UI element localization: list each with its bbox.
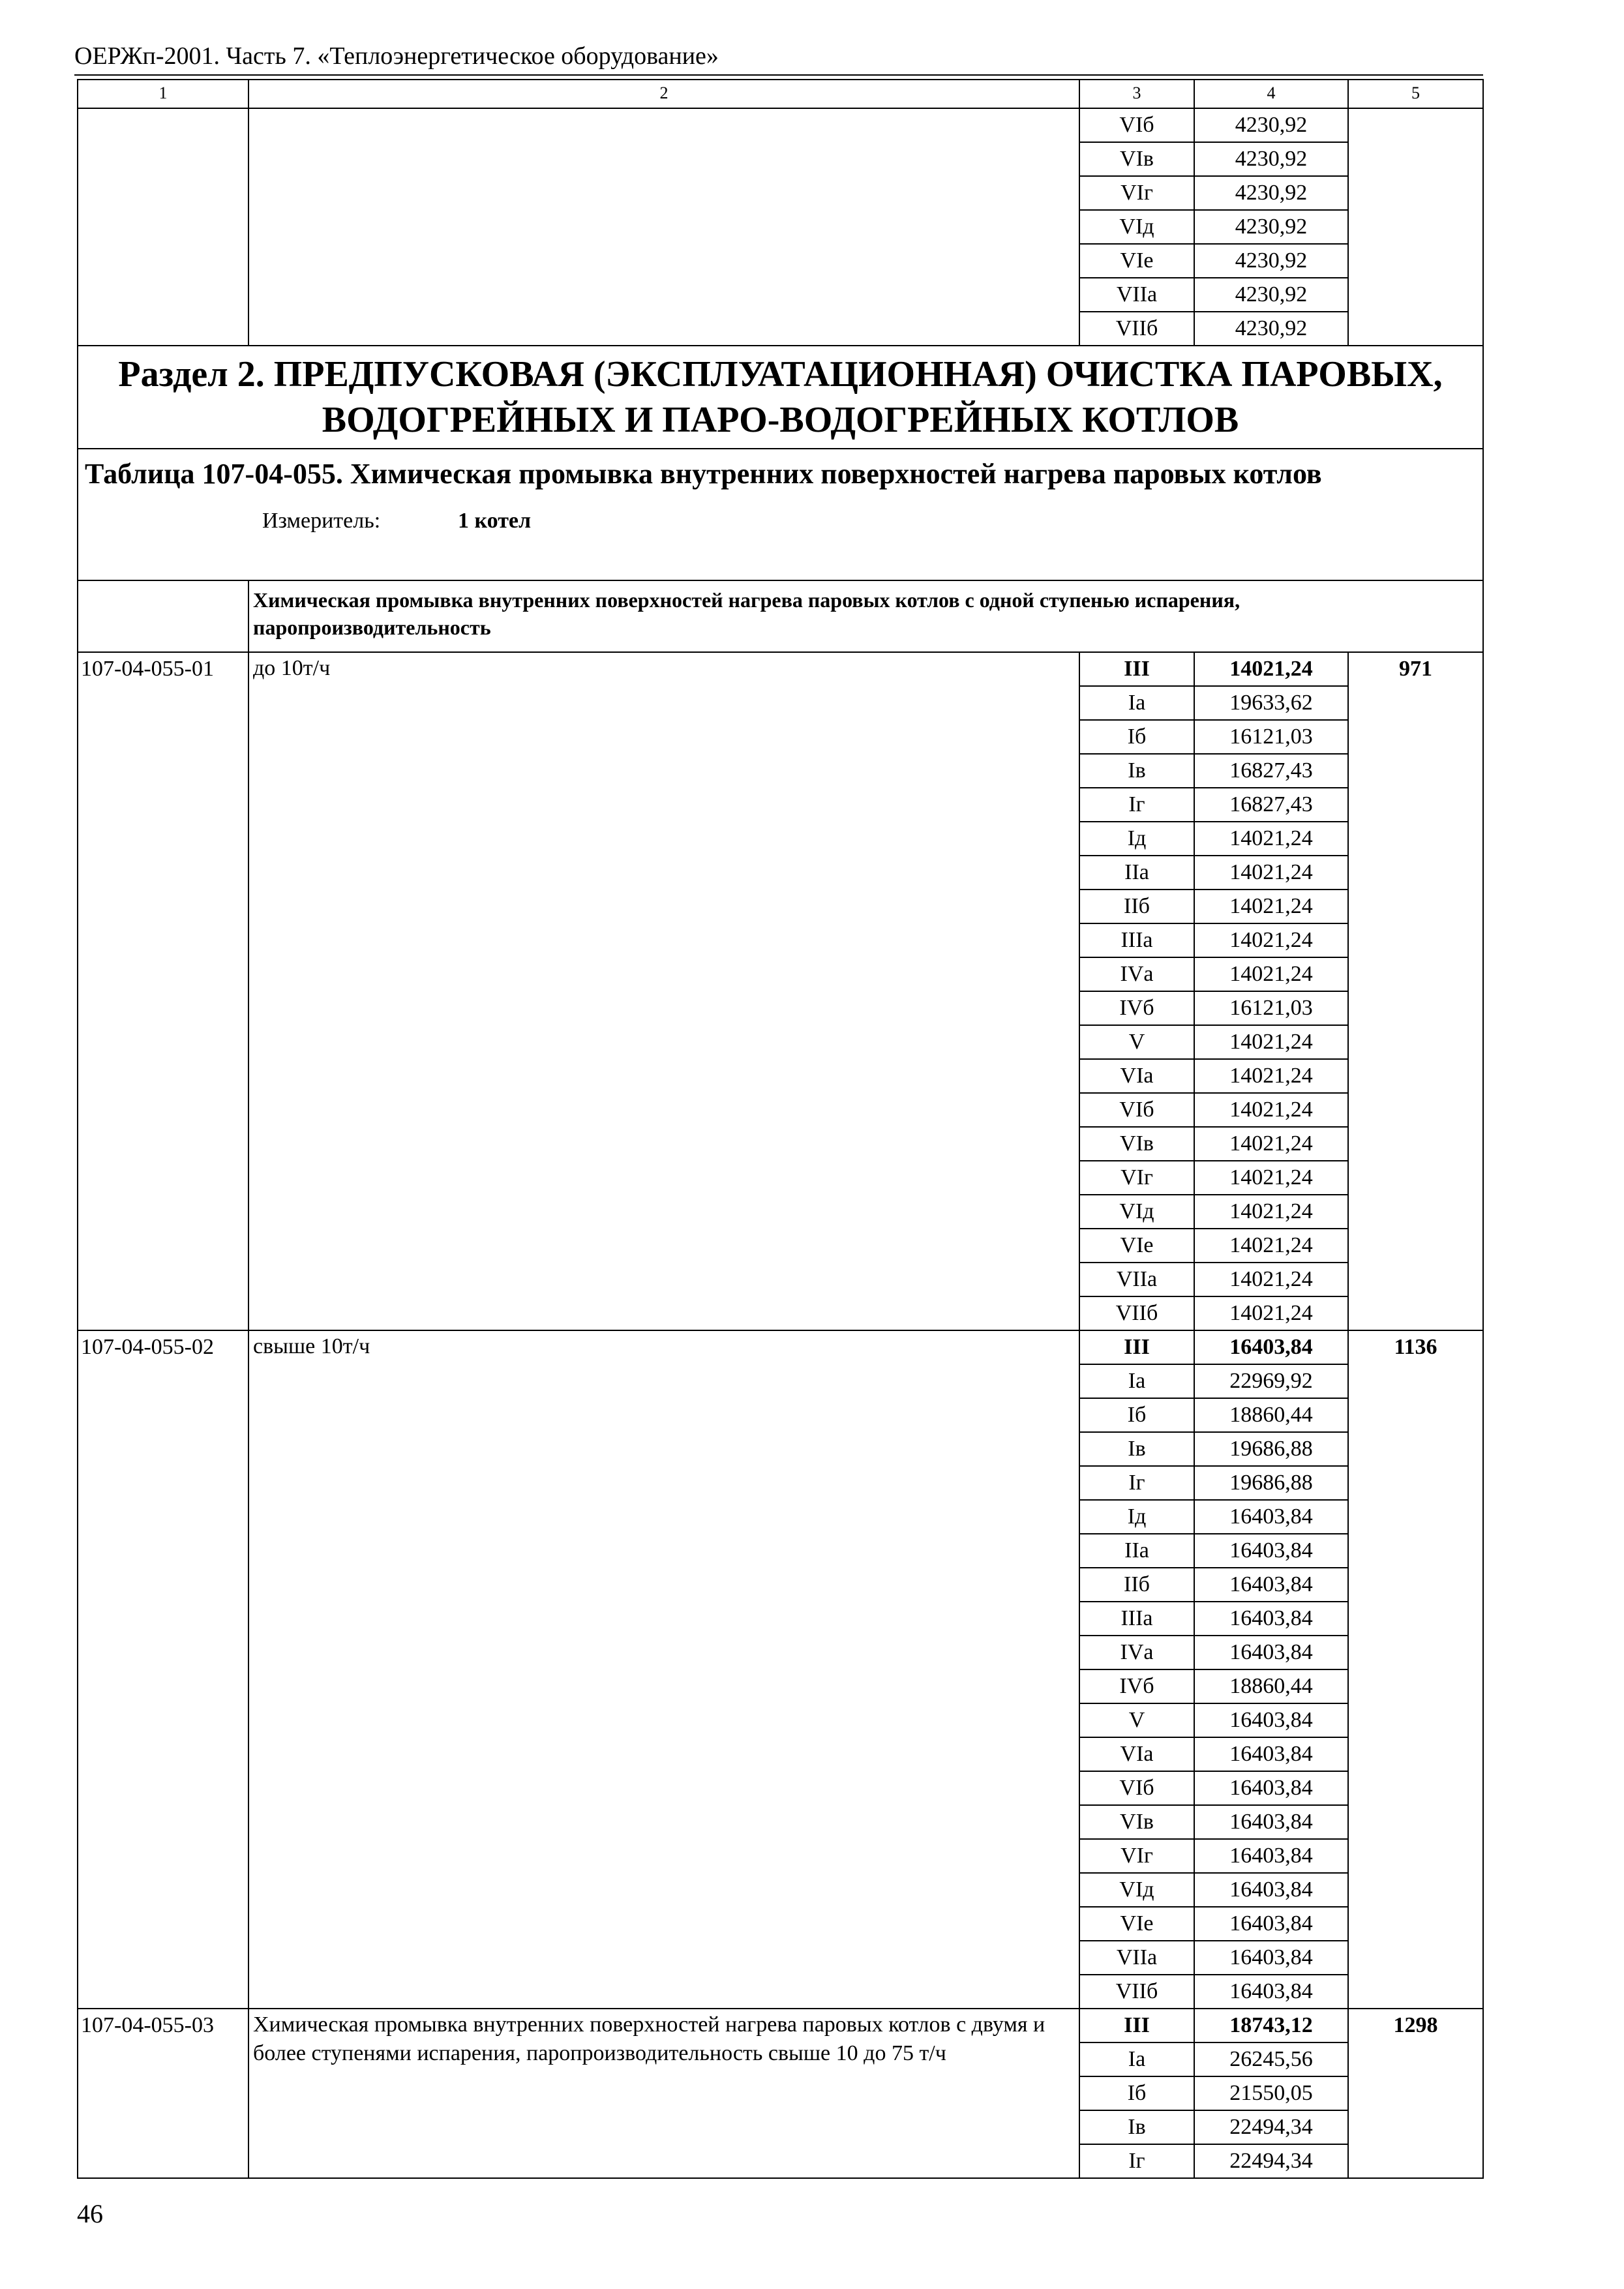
- price-cell: 14021,24: [1194, 1263, 1348, 1296]
- zone-cell: VIIб: [1079, 1296, 1194, 1330]
- zone-cell: Iа: [1079, 1364, 1194, 1398]
- running-header: ОЕРЖп-2001. Часть 7. «Теплоэнергетическое оборудование»: [74, 42, 719, 70]
- price-cell: 18860,44: [1194, 1398, 1348, 1432]
- zone-cell: VIа: [1079, 1737, 1194, 1771]
- price-cell: 19633,62: [1194, 686, 1348, 720]
- section-title: Раздел 2. ПРЕДПУСКОВАЯ (ЭКСПЛУАТАЦИОННАЯ) ОЧИСТКА ПАРОВЫХ, ВОДОГРЕЙНЫХ И ПАРО-ВОДОГРЕЙНЫХ КОТЛОВ: [78, 346, 1483, 449]
- price-cell: 4230,92: [1194, 176, 1348, 210]
- price-cell: 4230,92: [1194, 210, 1348, 244]
- entry-code: 107-04-055-03: [78, 2009, 248, 2178]
- entry-code: 107-04-055-01: [78, 652, 248, 1330]
- zone-cell: Iд: [1079, 1500, 1194, 1534]
- zone-cell: VIд: [1079, 1873, 1194, 1907]
- price-cell: 16827,43: [1194, 754, 1348, 788]
- price-cell: 16403,84: [1194, 1330, 1348, 1364]
- price-cell: 19686,88: [1194, 1432, 1348, 1466]
- zone-cell: III: [1079, 652, 1194, 686]
- price-cell: 14021,24: [1194, 1195, 1348, 1229]
- price-cell: 26245,56: [1194, 2042, 1348, 2076]
- zone-cell: Iв: [1079, 1432, 1194, 1466]
- zone-cell: VIв: [1079, 142, 1194, 176]
- entry-name: свыше 10т/ч: [248, 1330, 1079, 2009]
- entry-col5: 971: [1348, 652, 1483, 1330]
- price-cell: 16403,84: [1194, 1975, 1348, 2009]
- zone-cell: IIа: [1079, 1534, 1194, 1568]
- entry-code: 107-04-055-02: [78, 1330, 248, 2009]
- zone-cell: Iа: [1079, 686, 1194, 720]
- zone-cell: III: [1079, 1330, 1194, 1364]
- name-cell: [248, 108, 1079, 346]
- zone-cell: VIIб: [1079, 1975, 1194, 2009]
- price-cell: 22969,92: [1194, 1364, 1348, 1398]
- table-title: Таблица 107-04-055. Химическая промывка внутренних поверхностей нагрева паровых котлов: [85, 458, 1322, 490]
- entry-col5: 1136: [1348, 1330, 1483, 2009]
- price-table-body: [78, 80, 1483, 2178]
- column-number: 2: [248, 80, 1079, 108]
- price-cell: 14021,24: [1194, 1025, 1348, 1059]
- zone-cell: Iд: [1079, 822, 1194, 856]
- price-cell: 4230,92: [1194, 244, 1348, 278]
- price-cell: 14021,24: [1194, 1059, 1348, 1093]
- entry-col5: 1298: [1348, 2009, 1483, 2178]
- zone-cell: VIе: [1079, 1229, 1194, 1263]
- zone-cell: VIб: [1079, 1093, 1194, 1127]
- subheader-empty-cell: [78, 580, 248, 652]
- column-number: 1: [78, 80, 248, 108]
- price-cell: 14021,24: [1194, 923, 1348, 957]
- zone-cell: Iб: [1079, 720, 1194, 754]
- table-title-row: [78, 449, 1483, 580]
- entry-name: до 10т/ч: [248, 652, 1079, 1330]
- zone-cell: Iа: [1079, 2042, 1194, 2076]
- price-cell: 16403,84: [1194, 1534, 1348, 1568]
- measure-label: Измеритель:: [262, 509, 381, 533]
- price-cell: 4230,92: [1194, 312, 1348, 346]
- zone-cell: VIIа: [1079, 278, 1194, 312]
- zone-cell: Iг: [1079, 1466, 1194, 1500]
- price-cell: 16403,84: [1194, 1636, 1348, 1669]
- table-title-cell: [78, 449, 1483, 580]
- measure-value: 1 котел: [458, 509, 532, 533]
- zone-cell: VIIа: [1079, 1263, 1194, 1296]
- price-cell: 14021,24: [1194, 890, 1348, 923]
- price-cell: 16403,84: [1194, 1568, 1348, 1602]
- price-cell: 16403,84: [1194, 1737, 1348, 1771]
- price-cell: 16403,84: [1194, 1602, 1348, 1636]
- zone-cell: VIг: [1079, 176, 1194, 210]
- zone-cell: IIб: [1079, 890, 1194, 923]
- subheader-row: [78, 580, 1483, 652]
- price-cell: 4230,92: [1194, 278, 1348, 312]
- zone-cell: IVб: [1079, 1669, 1194, 1703]
- price-cell: 16403,84: [1194, 1500, 1348, 1534]
- zone-cell: VIIб: [1079, 312, 1194, 346]
- zone-cell: Iб: [1079, 1398, 1194, 1432]
- price-cell: 18860,44: [1194, 1669, 1348, 1703]
- price-cell: 16827,43: [1194, 788, 1348, 822]
- table-row: [78, 2009, 1483, 2042]
- column-number: 5: [1348, 80, 1483, 108]
- zone-cell: VIIа: [1079, 1941, 1194, 1975]
- zone-cell: IIIа: [1079, 1602, 1194, 1636]
- zone-cell: IIб: [1079, 1568, 1194, 1602]
- price-cell: 22494,34: [1194, 2110, 1348, 2144]
- table-row: [78, 652, 1483, 686]
- zone-cell: VIг: [1079, 1161, 1194, 1195]
- price-cell: 19686,88: [1194, 1466, 1348, 1500]
- zone-cell: IVб: [1079, 991, 1194, 1025]
- price-cell: 4230,92: [1194, 142, 1348, 176]
- zone-cell: V: [1079, 1025, 1194, 1059]
- zone-cell: V: [1079, 1703, 1194, 1737]
- table-row: [78, 108, 1483, 142]
- entry-name: Химическая промывка внутренних поверхностей нагрева паровых котлов с двумя и более ступенями испарения, паропроизводительность свыше 10 до 75 т/ч: [248, 2009, 1079, 2178]
- price-cell: 14021,24: [1194, 1127, 1348, 1161]
- zone-cell: Iг: [1079, 788, 1194, 822]
- zone-cell: VIе: [1079, 244, 1194, 278]
- column-number: 3: [1079, 80, 1194, 108]
- zone-cell: VIе: [1079, 1907, 1194, 1941]
- price-cell: 16403,84: [1194, 1839, 1348, 1873]
- zone-cell: VIд: [1079, 210, 1194, 244]
- code-cell: [78, 108, 248, 346]
- price-cell: 14021,24: [1194, 1229, 1348, 1263]
- price-cell: 14021,24: [1194, 1161, 1348, 1195]
- table-row: [78, 1330, 1483, 1364]
- zone-cell: VIб: [1079, 108, 1194, 142]
- price-table: [77, 79, 1484, 2179]
- zone-cell: IIа: [1079, 856, 1194, 890]
- page-number: 46: [77, 2199, 103, 2228]
- zone-cell: VIб: [1079, 1771, 1194, 1805]
- zone-cell: III: [1079, 2009, 1194, 2042]
- header-rule: [74, 74, 1483, 76]
- zone-cell: IVа: [1079, 957, 1194, 991]
- price-cell: 14021,24: [1194, 652, 1348, 686]
- price-cell: 22494,34: [1194, 2144, 1348, 2178]
- price-cell: 18743,12: [1194, 2009, 1348, 2042]
- price-cell: 21550,05: [1194, 2076, 1348, 2110]
- zone-cell: VIг: [1079, 1839, 1194, 1873]
- subheader-text: Химическая промывка внутренних поверхностей нагрева паровых котлов с одной ступенью испарения, паропроизводительность: [248, 580, 1483, 652]
- zone-cell: Iв: [1079, 2110, 1194, 2144]
- zone-cell: VIа: [1079, 1059, 1194, 1093]
- col5-cell: [1348, 108, 1483, 346]
- price-cell: 14021,24: [1194, 957, 1348, 991]
- zone-cell: IIIа: [1079, 923, 1194, 957]
- price-cell: 14021,24: [1194, 856, 1348, 890]
- price-cell: 16403,84: [1194, 1771, 1348, 1805]
- price-cell: 16403,84: [1194, 1703, 1348, 1737]
- zone-cell: Iв: [1079, 754, 1194, 788]
- zone-cell: IVа: [1079, 1636, 1194, 1669]
- price-cell: 16403,84: [1194, 1805, 1348, 1839]
- column-number: 4: [1194, 80, 1348, 108]
- section-title-row: [78, 346, 1483, 449]
- price-cell: 14021,24: [1194, 1093, 1348, 1127]
- price-cell: 16403,84: [1194, 1941, 1348, 1975]
- price-cell: 14021,24: [1194, 1296, 1348, 1330]
- price-cell: 16403,84: [1194, 1907, 1348, 1941]
- zone-cell: Iб: [1079, 2076, 1194, 2110]
- zone-cell: Iг: [1079, 2144, 1194, 2178]
- price-cell: 16121,03: [1194, 720, 1348, 754]
- price-cell: 14021,24: [1194, 822, 1348, 856]
- zone-cell: VIв: [1079, 1805, 1194, 1839]
- zone-cell: VIв: [1079, 1127, 1194, 1161]
- price-cell: 16121,03: [1194, 991, 1348, 1025]
- measure: [85, 505, 1476, 534]
- price-cell: 4230,92: [1194, 108, 1348, 142]
- column-number-row: [78, 80, 1483, 108]
- zone-cell: VIд: [1079, 1195, 1194, 1229]
- price-cell: 16403,84: [1194, 1873, 1348, 1907]
